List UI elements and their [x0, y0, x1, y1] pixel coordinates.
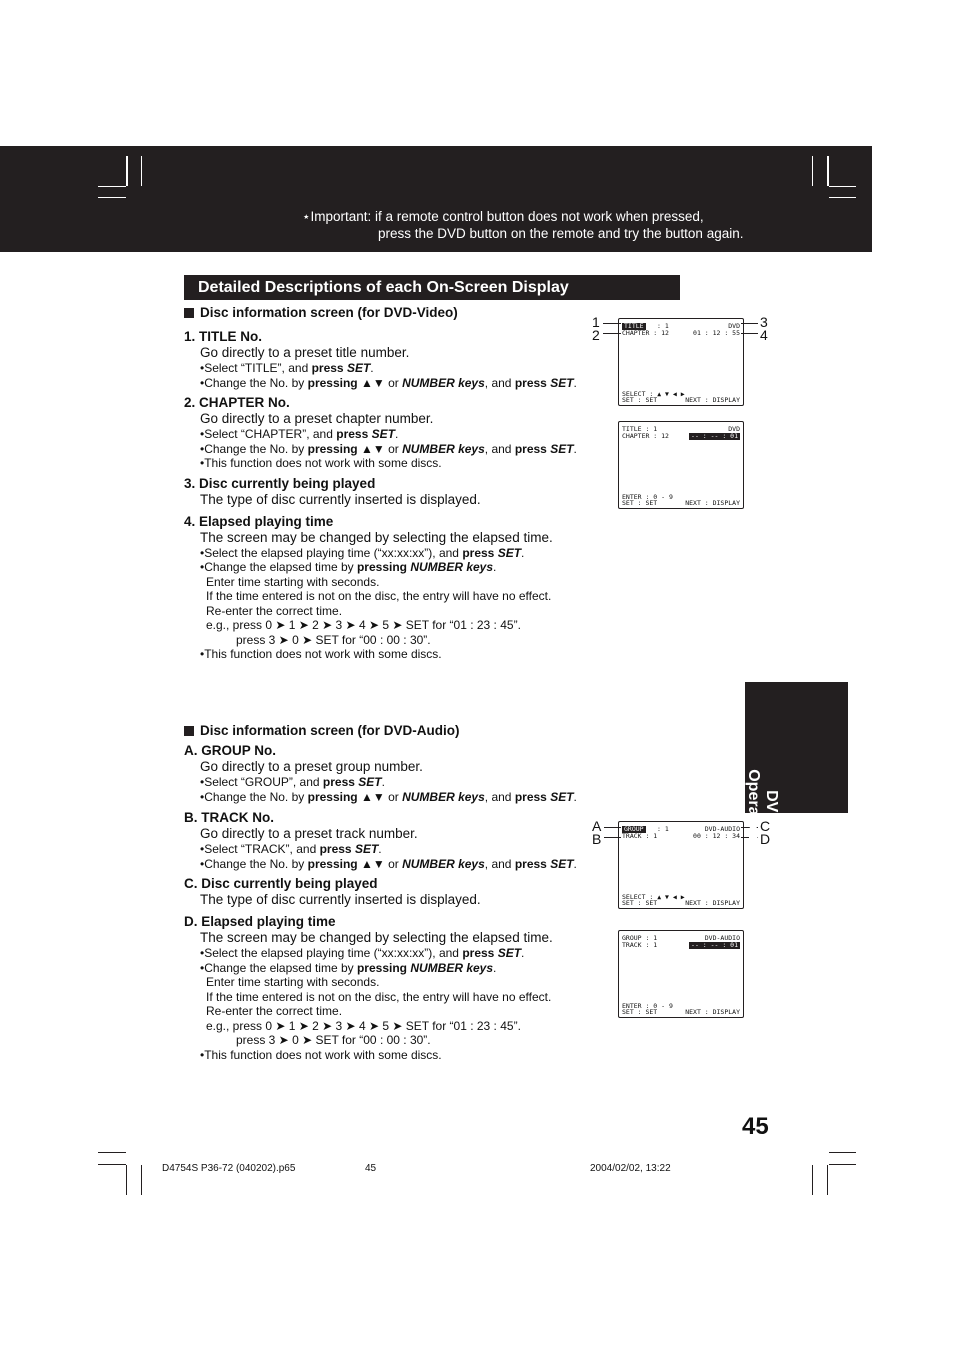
- crop-mark: [829, 197, 856, 198]
- bullet: •Select “CHAPTER”, and press SET.: [200, 427, 399, 441]
- crop-mark: [827, 156, 829, 186]
- crop-mark: [98, 1164, 126, 1165]
- osd-set: SET : SET: [622, 499, 658, 507]
- osd-select: SELECT : ▲ ▼ ◀ ▶: [622, 893, 685, 901]
- item-group-no: A. GROUP No.: [184, 743, 277, 758]
- text-line: Enter time starting with seconds.: [206, 975, 380, 989]
- video-heading: Disc information screen (for DVD-Video): [184, 304, 604, 321]
- bullet: •Change the elapsed time by pressing NUMBER keys.: [200, 960, 497, 975]
- osd-title: TITLE : 1: [622, 425, 658, 433]
- bullet: •Select “TITLE”, and press SET.: [200, 361, 374, 375]
- bullet: •Change the No. by pressing ▲▼ or NUMBER keys, and press SET.: [200, 789, 577, 804]
- item-disc-played: 3. Disc currently being played: [184, 475, 376, 491]
- osd-track: TRACK : 1: [622, 941, 658, 949]
- callout-line: [741, 323, 758, 324]
- audio-section: [184, 722, 604, 1062]
- callout-line: [603, 333, 621, 334]
- crop-mark: [126, 156, 128, 186]
- osd-next: NEXT : DISPLAY: [685, 499, 740, 507]
- side-tab-dvd-operation: [745, 682, 848, 845]
- crop-mark: [98, 186, 126, 187]
- item-desc: The type of disc currently inserted is displayed.: [200, 491, 481, 507]
- footer-date: 2004/02/02, 13:22: [590, 1163, 671, 1174]
- item-elapsed-time: D. Elapsed playing time: [184, 914, 336, 929]
- osd-track: TRACK : 1: [622, 832, 658, 840]
- osd-disc: DVD-AUDIO: [704, 934, 740, 942]
- item-desc: The screen may be changed by selecting the elapsed time.: [200, 930, 553, 945]
- crop-mark: [812, 1165, 813, 1195]
- osd-screen-audio-2: [618, 930, 744, 1018]
- callout-line: [604, 837, 621, 838]
- item-desc: Go directly to a preset chapter number.: [200, 411, 434, 426]
- osd-next: NEXT : DISPLAY: [685, 899, 740, 907]
- osd-enter: ENTER : 0 - 9: [622, 493, 673, 501]
- video-section: [184, 304, 604, 662]
- bullet: •Change the elapsed time by pressing NUMBER keys.: [200, 560, 497, 574]
- important-line-1: ⋆Important: if a remote control button does not work when pressed,: [302, 209, 704, 224]
- crop-mark: [141, 1165, 142, 1195]
- callout-line: [603, 323, 621, 324]
- osd-next: NEXT : DISPLAY: [685, 1008, 740, 1016]
- osd-screen-video-2: [618, 421, 744, 509]
- crop-mark: [98, 197, 126, 198]
- osd-group-label: GROUP: [624, 825, 644, 833]
- osd-disc: DVD: [728, 322, 740, 330]
- text-line: e.g., press 0 ➤ 1 ➤ 2 ➤ 3 ➤ 4 ➤ 5 ➤ SET for “01 : 23 : 45”.: [206, 618, 521, 632]
- section-title: Detailed Descriptions of each On-Screen Display: [184, 275, 680, 300]
- osd-next: NEXT : DISPLAY: [685, 396, 740, 404]
- osd-time: 00 : 12 : 34: [693, 832, 740, 840]
- item-desc: Go directly to a preset title number.: [200, 345, 410, 360]
- item-desc: Go directly to a preset track number.: [200, 826, 418, 841]
- osd-select: SELECT : ▲ ▼ ◀ ▶: [622, 390, 685, 398]
- item-title-no: 1. TITLE No.: [184, 329, 263, 344]
- osd-chapter: CHAPTER : 12: [622, 329, 669, 337]
- item-elapsed-time: 4. Elapsed playing time: [184, 513, 334, 529]
- bullet: •This function does not work with some discs.: [200, 1047, 442, 1062]
- bullet: •Change the No. by pressing ▲▼ or NUMBER keys, and press SET.: [200, 375, 577, 390]
- osd-set: SET : SET: [622, 899, 658, 907]
- item-disc-played: C. Disc currently being played: [184, 876, 378, 891]
- text-line: press 3 ➤ 0 ➤ SET for “00 : 00 : 30”.: [236, 632, 431, 647]
- crop-mark: [141, 156, 142, 186]
- text-line: press 3 ➤ 0 ➤ SET for “00 : 00 : 30”.: [236, 1033, 431, 1047]
- text-line: Enter time starting with seconds.: [206, 574, 380, 589]
- osd-disc: DVD: [728, 425, 740, 433]
- crop-mark: [829, 1152, 856, 1153]
- footer-page: 45: [365, 1163, 377, 1174]
- osd-title-label: TITLE: [624, 322, 644, 330]
- osd-group-value: : 1: [657, 825, 669, 833]
- side-tab-label: DVD Operation: [745, 769, 780, 845]
- bullet: •Select the elapsed playing time (“xx:xx:xx”), and press SET.: [200, 946, 525, 960]
- text-line: If the time entered is not on the disc, the entry will have no effect.: [206, 589, 552, 603]
- bullet: •This function does not work with some discs.: [200, 647, 442, 661]
- osd-time: -- : -- : 01: [691, 432, 738, 440]
- square-bullet-icon: [184, 308, 194, 318]
- square-bullet-icon: [184, 726, 194, 736]
- text-line: Re-enter the correct time.: [206, 1004, 343, 1018]
- callout-c: C: [760, 818, 771, 834]
- crop-mark: [829, 186, 856, 187]
- crop-mark: [827, 1165, 828, 1195]
- osd-title-value: : 1: [657, 322, 669, 330]
- text-line: e.g., press 0 ➤ 1 ➤ 2 ➤ 3 ➤ 4 ➤ 5 ➤ SET for “01 : 23 : 45”.: [206, 1018, 521, 1033]
- osd-group: GROUP : 1: [622, 934, 658, 942]
- crop-mark: [812, 156, 813, 186]
- bullet: •This function does not work with some discs.: [200, 456, 442, 470]
- osd-disc: DVD-AUDIO: [704, 825, 740, 833]
- osd-set: SET : SET: [622, 396, 658, 404]
- audio-heading: Disc information screen (for DVD-Audio): [184, 722, 604, 739]
- bullet: •Change the No. by pressing ▲▼ or NUMBER keys, and press SET.: [200, 441, 577, 456]
- bullet: •Change the No. by pressing ▲▼ or NUMBER keys, and press SET.: [200, 856, 577, 871]
- callout-3: 3: [760, 314, 768, 330]
- callout-1: 1: [592, 314, 600, 330]
- item-track-no: B. TRACK No.: [184, 810, 274, 825]
- callout-line: [741, 333, 758, 334]
- text-line: Re-enter the correct time.: [206, 603, 343, 618]
- callout-4: 4: [760, 327, 768, 343]
- important-note: [302, 209, 743, 242]
- crop-mark: [98, 1152, 126, 1153]
- callout-2: 2: [592, 327, 600, 343]
- osd-time: 01 : 12 : 55: [693, 329, 740, 337]
- crop-mark: [126, 1165, 127, 1195]
- up-down-arrows-icon: ▲▼: [360, 441, 385, 456]
- item-desc: The type of disc currently inserted is displayed.: [200, 892, 481, 907]
- item-desc: The screen may be changed by selecting the elapsed time.: [200, 529, 553, 545]
- crop-mark: [829, 1164, 856, 1165]
- up-down-arrows-icon: ▲▼: [360, 789, 385, 804]
- up-down-arrows-icon: ▲▼: [360, 856, 385, 871]
- callout-d: D: [760, 831, 771, 847]
- bullet: •Select “TRACK”, and press SET.: [200, 842, 382, 856]
- osd-enter: ENTER : 0 - 9: [622, 1002, 673, 1010]
- callout-line: [604, 827, 621, 828]
- osd-screen-audio-1: [618, 821, 744, 909]
- osd-chapter: CHAPTER : 12: [622, 432, 669, 440]
- item-desc: Go directly to a preset group number.: [200, 759, 423, 774]
- callout-b: B: [592, 831, 602, 847]
- bullet: •Select the elapsed playing time (“xx:xx:xx”), and press SET.: [200, 545, 525, 560]
- item-chapter-no: 2. CHAPTER No.: [184, 395, 290, 410]
- osd-screen-video-1: [618, 318, 744, 406]
- osd-time: -- : -- : 01: [691, 941, 738, 949]
- callout-a: A: [592, 818, 602, 834]
- up-down-arrows-icon: ▲▼: [360, 375, 385, 390]
- important-line-2: press the DVD button on the remote and try the button again.: [378, 225, 744, 241]
- page-number: 45: [742, 1113, 769, 1140]
- osd-set: SET : SET: [622, 1008, 658, 1016]
- bullet: •Select “GROUP”, and press SET.: [200, 775, 385, 789]
- text-line: If the time entered is not on the disc, the entry will have no effect.: [206, 989, 552, 1004]
- footer-file: D4754S P36-72 (040202).p65: [162, 1163, 296, 1174]
